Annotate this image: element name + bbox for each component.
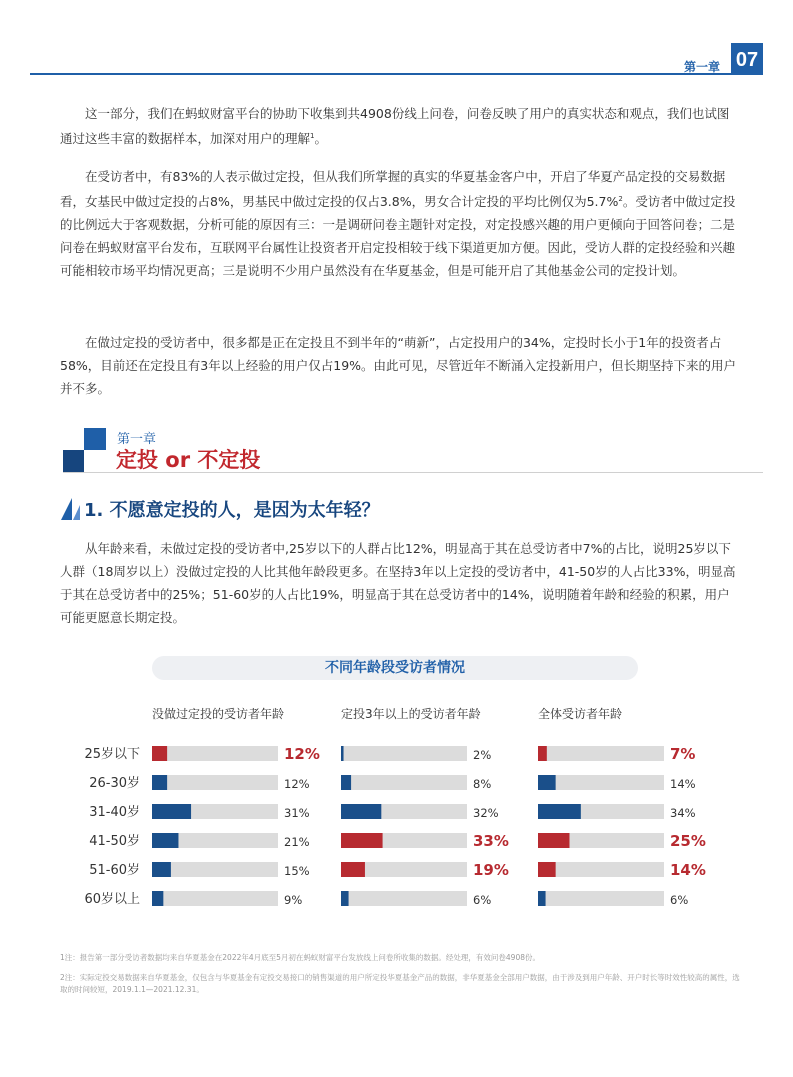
- bar-track: [538, 862, 664, 877]
- bar: [538, 746, 547, 761]
- bar: [341, 833, 383, 848]
- bar: [152, 804, 191, 819]
- data-label: 12%: [284, 777, 310, 791]
- panel-header: 定投3年以上的受访者年龄: [341, 707, 481, 721]
- bar-track: [341, 746, 467, 761]
- question-title: 1. 不愿意定投的人，是因为太年轻？: [84, 500, 380, 521]
- bar-track: [152, 833, 278, 848]
- question-triangle-icon-light: [73, 505, 80, 520]
- footnote-1: 1注：报告第一部分受访者数据均来自华夏基金在2022年4月底至5月初在蚂蚁财富平台发放线上问卷所收集的数据。经处理，有效问卷4908份。: [60, 953, 540, 962]
- section-square-icon: [84, 428, 106, 450]
- bar-track: [152, 804, 278, 819]
- data-label: 8%: [473, 777, 492, 791]
- bar: [538, 862, 556, 877]
- section-divider: [63, 472, 763, 473]
- bar: [341, 775, 351, 790]
- category-label: 31-40岁: [89, 805, 140, 820]
- bar: [538, 775, 556, 790]
- data-label: 2%: [473, 748, 492, 762]
- paragraph-survey-text-b: 。受访者中做过定投的比例远大于客观数据，分析可能的原因有三：一是调研问卷主题针对定投，对定投感兴趣的用户更倾向于回答问卷；二是问卷在蚂蚁财富平台发布，互联网平台属性让投资者开启定投相较于线下渠道更加方便。因此，受访人群的定投经验和兴趣可能相较市场平均情况更高；三是说明不少用户虽然没有在华夏基金，但是可能开启了其他基金公司的定投计划。: [60, 194, 736, 279]
- bar-track: [538, 833, 664, 848]
- category-label: 51-60岁: [89, 863, 140, 878]
- footnote-2: 2注：实际定投交易数据来自华夏基金，仅包含与华夏基金有定投交易接口的销售渠道的用户所定投华夏基金产品的数据，非华夏基金全部用户数据，由于涉及到用户年龄、开户时长等时效性较高的属性，选取的时间较短，2019.1.1—2021.12.31。: [60, 973, 740, 994]
- bar-track: [341, 775, 467, 790]
- bar-track: [538, 746, 664, 761]
- bar-track: [538, 775, 664, 790]
- bar: [152, 891, 163, 906]
- data-label: 15%: [284, 864, 310, 878]
- category-label: 60岁以上: [84, 892, 140, 907]
- bar-track: [152, 746, 278, 761]
- data-label: 14%: [670, 861, 706, 879]
- bar-track: [538, 804, 664, 819]
- data-label: 21%: [284, 835, 310, 849]
- data-label: 33%: [473, 832, 509, 850]
- category-label: 26-30岁: [89, 776, 140, 791]
- bar-track: [152, 775, 278, 790]
- paragraph-newcomers: 在做过定投的受访者中，很多都是正在定投且不到半年的“萌新”，占定投用户的34%，定投时长小于1年的投资者占58%，目前还在定投且有3年以上经验的用户仅占19%。由此可见，尽管近年不断涌入定投新用户，但长期坚持下来的用户并不多。: [60, 335, 737, 396]
- bar: [341, 862, 365, 877]
- paragraph-age-analysis: 从年龄来看，未做过定投的受访者中,25岁以下的人群占比12%，明显高于其在总受访者中7%的占比，说明25岁以下人群（18周岁以上）没做过定投的人比其他年龄段更多。在坚持3年以上定投的受访者中，41-50岁的人占比33%，明显高于其在总受访者中的25%；51-60岁的人占比19%，明显高于其在总受访者中的14%，说明随着年龄和经验的积累，用户可能更愿意长期定投。: [60, 541, 736, 625]
- data-label: 12%: [284, 745, 320, 763]
- bar: [152, 746, 167, 761]
- bar-track: [538, 891, 664, 906]
- bar-track: [341, 833, 467, 848]
- bar: [538, 833, 570, 848]
- header-chapter-label: 第一章: [684, 60, 721, 74]
- bar-track: [341, 862, 467, 877]
- data-label: 19%: [473, 861, 509, 879]
- data-label: 9%: [284, 893, 303, 907]
- paragraph-intro: [60, 102, 740, 150]
- data-label: 31%: [284, 806, 310, 820]
- bar: [341, 891, 349, 906]
- bar: [152, 775, 167, 790]
- bar-track: [341, 891, 467, 906]
- question-triangle-icon: [61, 498, 72, 520]
- section-square-icon-dark: [63, 450, 84, 472]
- panel-header: 全体受访者年龄: [538, 707, 623, 721]
- data-label: 6%: [473, 893, 492, 907]
- bar: [152, 862, 171, 877]
- section-title: 定投 or 不定投: [116, 448, 261, 472]
- paragraph-survey-text-a: 在受访者中，有83%的人表示做过定投，但从我们所掌握的真实的华夏基金客户中，开启了华夏产品定投的交易数据看，女基民中做过定投的占8%，男基民中做过定投的仅占3.8%，男女合计定投的平均比例仅为5.7%: [60, 169, 726, 210]
- bar-track: [341, 804, 467, 819]
- bar: [538, 804, 581, 819]
- data-label: 14%: [670, 777, 696, 791]
- bar-track: [152, 862, 278, 877]
- data-label: 7%: [670, 745, 696, 763]
- category-label: 25岁以下: [84, 747, 140, 762]
- data-label: 32%: [473, 806, 499, 820]
- section-subtitle: 第一章: [117, 432, 157, 447]
- data-label: 6%: [670, 893, 689, 907]
- footnote-ref-2: 2: [618, 195, 623, 203]
- footnote-ref-1: 1: [310, 132, 315, 140]
- data-label: 34%: [670, 806, 696, 820]
- panel-header: 没做过定投的受访者年龄: [152, 707, 285, 721]
- bar: [538, 891, 546, 906]
- header-rule: [30, 73, 763, 75]
- page-number: 07: [731, 43, 763, 75]
- data-label: 25%: [670, 832, 706, 850]
- paragraph-intro-end: 。: [314, 131, 327, 147]
- bar: [341, 804, 381, 819]
- bar-track: [152, 891, 278, 906]
- category-label: 41-50岁: [89, 834, 140, 849]
- chart-title: 不同年龄段受访者情况: [152, 656, 638, 680]
- bar: [341, 746, 344, 761]
- paragraph-survey: [60, 165, 740, 282]
- paragraph-intro-text: 这一部分，我们在蚂蚁财富平台的协助下收集到共4908份线上问卷，问卷反映了用户的真实状态和观点，我们也试图通过这些丰富的数据样本，加深对用户的理解: [60, 106, 730, 147]
- bar: [152, 833, 178, 848]
